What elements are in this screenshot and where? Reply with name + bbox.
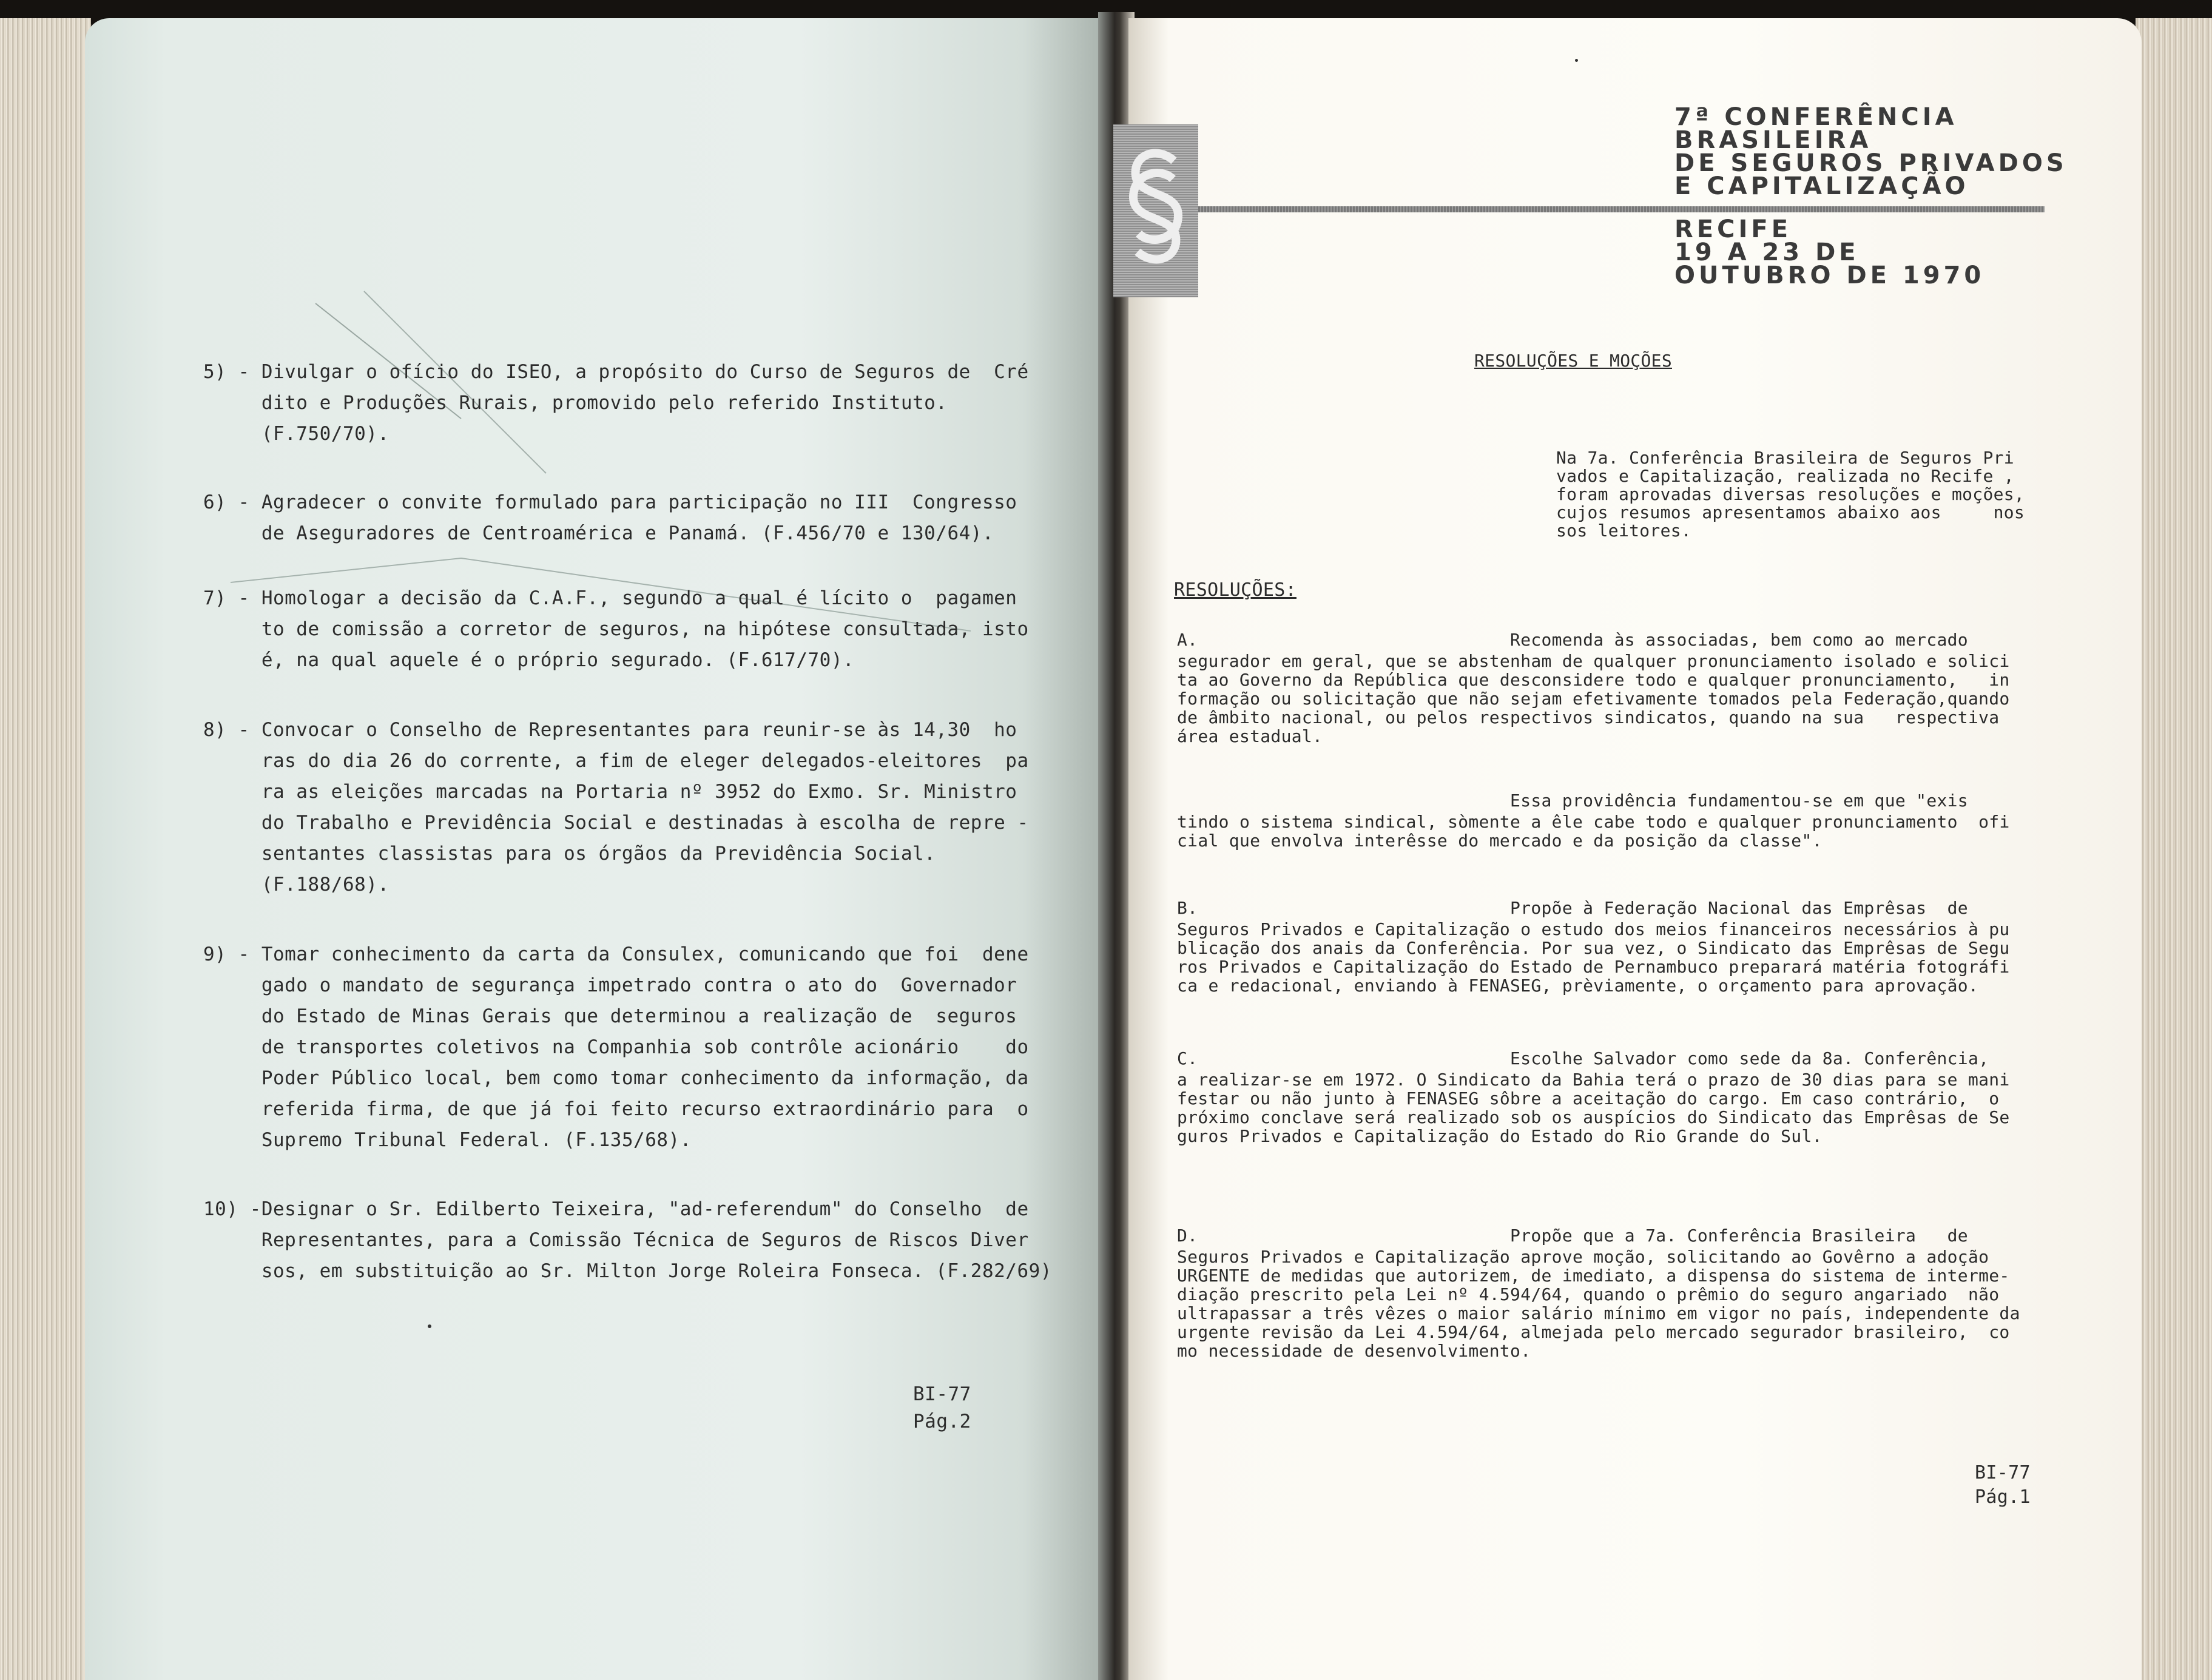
- left-footer-code: BI-77: [913, 1383, 971, 1405]
- paragraph-line: segurador em geral, que se abstenham de qualquer pronunciamento isolado e solici: [1177, 651, 2010, 671]
- paragraph-first-line: Essa providência fundamentou-se em que "exis: [1177, 791, 1968, 811]
- header-line-3: DE SEGUROS PRIVADOS: [1674, 149, 2068, 177]
- left-item-7-line: é, na qual aquele é o próprio segurado. (F.617/70).: [203, 649, 855, 671]
- paragraph-line: Seguros Privados e Capitalização o estudo dos meios financeiros necessários à pu: [1177, 919, 2010, 939]
- paragraph-line: festar ou não junto à FENASEG sôbre a aceitação do cargo. Em caso contrário, o: [1177, 1088, 2000, 1108]
- left-item-10-line: Representantes, para a Comissão Técnica de Seguros de Riscos Diver: [203, 1229, 1029, 1251]
- paragraph-line: URGENTE de medidas que autorizem, de imediato, a dispensa do sistema de interme-: [1177, 1266, 2010, 1286]
- paragraph-line: formação ou solicitação que não sejam efetivamente tomados pela Federação,quando: [1177, 689, 2010, 709]
- interlocked-s-logo-icon: [1121, 143, 1191, 270]
- left-item-9-line: Poder Público local, bem como tomar conhecimento da informação, da: [203, 1067, 1029, 1089]
- header-rule: [1198, 206, 2045, 212]
- left-item-10-line: 10) -Designar o Sr. Edilberto Teixeira, "ad-referendum" do Conselho de: [203, 1198, 1029, 1220]
- left-item-5-line: 5) - Divulgar o ofício do ISEO, a propósito do Curso de Seguros de Cré: [203, 361, 1029, 383]
- left-item-8-line: sentantes classistas para os órgãos da Previdência Social.: [203, 843, 936, 865]
- paragraph-line: de âmbito nacional, ou pelos respectivos sindicatos, quando na sua respectiva: [1177, 707, 2000, 727]
- left-item-7-line: to de comissão a corretor de seguros, na hipótese consultada, isto: [203, 618, 1029, 640]
- left-item-5-line: (F.750/70).: [203, 423, 389, 445]
- paragraph-first-line: C. Escolhe Salvador como sede da 8a. Conferência,: [1177, 1048, 1989, 1068]
- paragraph-line: área estadual.: [1177, 726, 1323, 746]
- paragraph-line: guros Privados e Capitalização do Estado do Rio Grande do Sul.: [1177, 1126, 1823, 1146]
- paragraph-line: tindo o sistema sindical, sòmente a êle cabe todo e qualquer pronunciamento ofi: [1177, 812, 2010, 832]
- paragraph-line: próximo conclave será realizado sob os auspícios do Sindicato das Emprêsas de Se: [1177, 1107, 2010, 1127]
- ink-speck: [428, 1324, 431, 1328]
- left-item-8-line: (F.188/68).: [203, 874, 389, 896]
- paragraph-line: mo necessidade de desenvolvimento.: [1177, 1341, 1531, 1361]
- header-year: OUTUBRO DE 1970: [1674, 261, 1985, 289]
- left-item-9-line: do Estado de Minas Gerais que determinou a realização de seguros: [203, 1005, 1017, 1027]
- left-item-9-line: gado o mandato de segurança impetrado contra o ato do Governador: [203, 974, 1017, 996]
- header-line-2: BRASILEIRA: [1674, 126, 1872, 154]
- left-item-9-line: Supremo Tribunal Federal. (F.135/68).: [203, 1129, 692, 1151]
- paragraph-line: ta ao Governo da República que desconsidere todo e qualquer pronunciamento, in: [1177, 670, 2010, 690]
- paragraph-line: diação prescrito pela Lei nº 4.594/64, quando o prêmio do seguro angariado não: [1177, 1284, 2000, 1304]
- conference-logo: [1113, 124, 1198, 297]
- left-item-9-line: referida firma, de que já foi feito recurso extraordinário para o: [203, 1098, 1029, 1120]
- left-footer-page: Pág.2: [913, 1411, 971, 1432]
- header-dates: 19 A 23 DE: [1674, 238, 1860, 266]
- paragraph-line: ultrapassar a três vêzes o maior salário mínimo em vigor no país, independente da: [1177, 1303, 2020, 1323]
- paragraph-line: urgente revisão da Lei 4.594/64, almejada pelo mercado segurador brasileiro, co: [1177, 1322, 2010, 1342]
- left-item-7-line: 7) - Homologar a decisão da C.A.F., segundo a qual é lícito o pagamen: [203, 587, 1017, 609]
- left-item-9-line: de transportes coletivos na Companhia sob contrôle acionário do: [203, 1036, 1029, 1058]
- intro-line: foram aprovadas diversas resoluções e moções,: [1556, 484, 2025, 504]
- intro-line: vados e Capitalização, realizada no Recife ,: [1556, 466, 2014, 486]
- section-heading: RESOLUÇÕES:: [1174, 579, 1297, 601]
- header-line-4: E CAPITALIZAÇÃO: [1674, 172, 1969, 200]
- left-item-6-line: de Aseguradores de Centroamérica e Panamá. (F.456/70 e 130/64).: [203, 522, 994, 544]
- left-page-stack: [0, 18, 91, 1680]
- left-item-8-line: do Trabalho e Previdência Social e destinadas à escolha de repre -: [203, 812, 1029, 834]
- paragraph-line: Seguros Privados e Capitalização aprove moção, solicitando ao Govêrno a adoção: [1177, 1247, 1989, 1267]
- right-footer-page: Pág.1: [1975, 1486, 2031, 1508]
- document-title: RESOLUÇÕES E MOÇÕES: [1474, 351, 1672, 371]
- header-line-1: 7ª CONFERÊNCIA: [1674, 103, 1958, 131]
- left-item-8-line: ras do dia 26 do corrente, a fim de eleger delegados-eleitores pa: [203, 750, 1029, 772]
- left-item-6-line: 6) - Agradecer o convite formulado para participação no III Congresso: [203, 491, 1017, 513]
- paragraph-line: ros Privados e Capitalização do Estado de Pernambuco preparará matéria fotográfi: [1177, 957, 2010, 977]
- paragraph-line: cial que envolva interêsse do mercado e da posição da classe".: [1177, 831, 1823, 851]
- paragraph-first-line: B. Propõe à Federação Nacional das Emprêsas de: [1177, 898, 1968, 918]
- paragraph-line: ca e redacional, enviando à FENASEG, prèviamente, o orçamento para aprovação.: [1177, 976, 1979, 996]
- left-item-9-line: 9) - Tomar conhecimento da carta da Consulex, comunicando que foi dene: [203, 943, 1029, 965]
- paragraph-line: a realizar-se em 1972. O Sindicato da Bahia terá o prazo de 30 dias para se mani: [1177, 1070, 2010, 1090]
- right-page-stack: [2136, 18, 2212, 1680]
- left-item-8-line: ra as eleições marcadas na Portaria nº 3952 do Exmo. Sr. Ministro: [203, 781, 1017, 803]
- intro-line: cujos resumos apresentamos abaixo aos nos: [1556, 502, 2025, 522]
- ink-speck: [1575, 59, 1578, 62]
- paragraph-line: blicação dos anais da Conferência. Por sua vez, o Sindicato das Emprêsas de Segu: [1177, 938, 2010, 958]
- right-footer-code: BI-77: [1975, 1462, 2031, 1483]
- intro-line: sos leitores.: [1556, 521, 1692, 541]
- paragraph-first-line: A. Recomenda às associadas, bem como ao mercado: [1177, 630, 1968, 650]
- intro-line: Na 7a. Conferência Brasileira de Seguros Pri: [1556, 448, 2014, 468]
- paragraph-first-line: D. Propõe que a 7a. Conferência Brasileira de: [1177, 1226, 1968, 1246]
- header-city: RECIFE: [1674, 215, 1792, 243]
- left-item-10-line: sos, em substituição ao Sr. Milton Jorge Roleira Fonseca. (F.282/69): [203, 1260, 1052, 1282]
- left-item-8-line: 8) - Convocar o Conselho de Representantes para reunir-se às 14,30 ho: [203, 719, 1017, 741]
- left-item-5-line: dito e Produções Rurais, promovido pelo referido Instituto.: [203, 392, 948, 414]
